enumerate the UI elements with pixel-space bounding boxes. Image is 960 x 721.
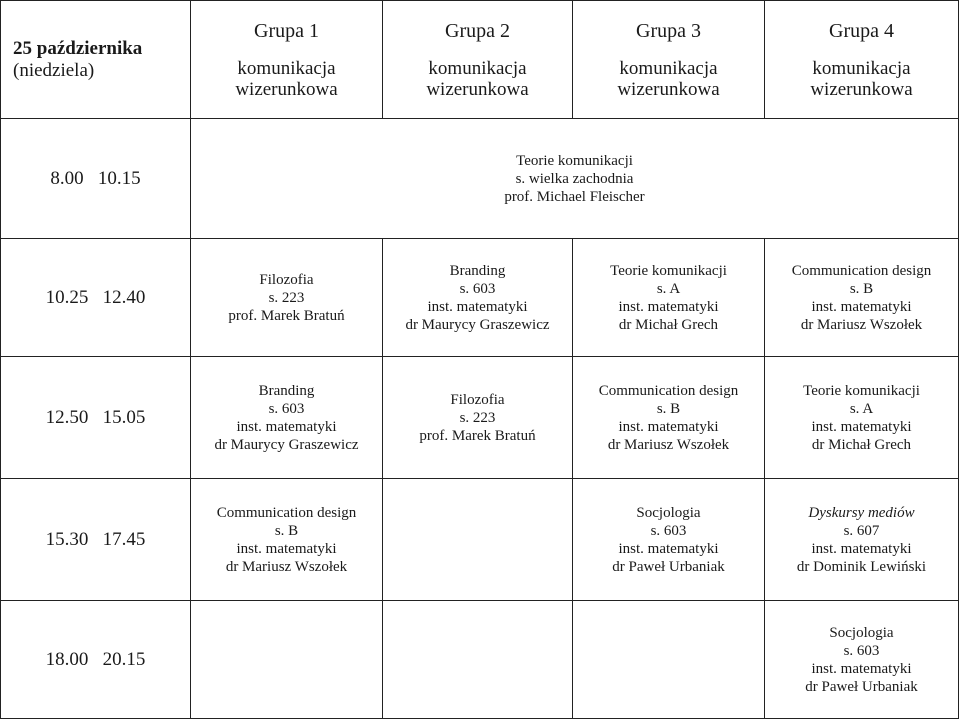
slot-row-1 — [1, 119, 959, 239]
teacher: dr Mariusz Wszołek — [607, 436, 730, 453]
header-row — [1, 1, 959, 119]
teacher: dr Michał Grech — [811, 436, 912, 453]
subject: Communication design — [598, 382, 739, 399]
subject: Socjologia — [636, 504, 701, 521]
slot-row-5 — [1, 601, 959, 719]
teacher: dr Maurycy Graszewicz — [405, 316, 550, 333]
group-name: Grupa 2 — [445, 19, 510, 42]
group-sub: wizerunkowa — [235, 78, 338, 100]
group-name: Grupa 3 — [636, 19, 701, 42]
group-name: Grupa 4 — [829, 19, 894, 42]
room: s. 223 — [459, 409, 496, 426]
subject: Teorie komunikacji — [803, 382, 920, 399]
weekday-label: (niedziela) — [13, 59, 95, 81]
institute: inst. matematyki — [618, 298, 719, 315]
time-cell: 12.50 15.05 — [1, 357, 191, 479]
time-cell: 10.25 12.40 — [1, 239, 191, 357]
date-label: 25 października — [13, 37, 143, 59]
slot-row-2 — [1, 239, 959, 357]
institute: inst. matematyki — [811, 298, 912, 315]
empty-cell — [191, 601, 383, 719]
teacher: dr Michał Grech — [618, 316, 719, 333]
subject: Branding — [258, 382, 315, 399]
group-sub: komunikacja — [619, 57, 718, 79]
slot-row-4 — [1, 479, 959, 601]
room: s. A — [849, 400, 874, 417]
class-cell — [573, 239, 765, 357]
slot-row-3 — [1, 357, 959, 479]
teacher: dr Paweł Urbaniak — [612, 558, 725, 575]
empty-cell — [383, 479, 573, 601]
class-cell — [765, 479, 959, 601]
subject: Socjologia — [829, 624, 894, 641]
empty-cell — [383, 601, 573, 719]
class-cell — [573, 479, 765, 601]
teacher: dr Mariusz Wszołek — [225, 558, 348, 575]
room: s. B — [849, 280, 874, 297]
room: s. 607 — [843, 522, 880, 539]
institute: inst. matematyki — [236, 418, 337, 435]
institute: inst. matematyki — [811, 660, 912, 677]
institute: inst. matematyki — [236, 540, 337, 557]
institute: inst. matematyki — [618, 418, 719, 435]
class-cell — [191, 479, 383, 601]
room: s. 603 — [459, 280, 496, 297]
teacher: prof. Marek Bratuń — [228, 307, 345, 324]
joint-lecture-cell — [191, 119, 959, 239]
room: s. 603 — [650, 522, 687, 539]
teacher: prof. Michael Fleischer — [504, 188, 645, 205]
room: s. 603 — [843, 642, 880, 659]
institute: inst. matematyki — [811, 418, 912, 435]
room: s. A — [656, 280, 681, 297]
group-header-2 — [383, 1, 573, 119]
room: s. B — [274, 522, 299, 539]
class-cell — [765, 239, 959, 357]
teacher: dr Paweł Urbaniak — [805, 678, 918, 695]
subject: Filozofia — [259, 271, 314, 288]
teacher: prof. Marek Bratuń — [419, 427, 536, 444]
class-cell — [383, 239, 573, 357]
institute: inst. matematyki — [427, 298, 528, 315]
time-cell: 18.00 20.15 — [1, 601, 191, 719]
group-header-4 — [765, 1, 959, 119]
group-sub: wizerunkowa — [426, 78, 529, 100]
subject: Communication design — [791, 262, 932, 279]
subject: Teorie komunikacji — [610, 262, 727, 279]
group-name: Grupa 1 — [254, 19, 319, 42]
teacher: dr Dominik Lewiński — [796, 558, 927, 575]
class-cell — [191, 239, 383, 357]
subject: Dyskursy mediów — [808, 504, 915, 521]
class-cell — [191, 357, 383, 479]
institute: inst. matematyki — [811, 540, 912, 557]
subject: Communication design — [216, 504, 357, 521]
time-cell: 15.30 17.45 — [1, 479, 191, 601]
room: s. B — [656, 400, 681, 417]
group-sub: komunikacja — [237, 57, 336, 79]
room: s. wielka zachodnia — [515, 170, 634, 187]
class-cell — [383, 357, 573, 479]
teacher: dr Mariusz Wszołek — [800, 316, 923, 333]
subject: Teorie komunikacji — [516, 152, 633, 169]
teacher: dr Maurycy Graszewicz — [214, 436, 359, 453]
class-cell — [765, 601, 959, 719]
group-sub: wizerunkowa — [617, 78, 720, 100]
class-cell — [573, 357, 765, 479]
group-sub: komunikacja — [812, 57, 911, 79]
group-header-3 — [573, 1, 765, 119]
time-cell: 8.00 10.15 — [1, 119, 191, 239]
room: s. 603 — [268, 400, 305, 417]
institute: inst. matematyki — [618, 540, 719, 557]
group-header-1 — [191, 1, 383, 119]
subject: Filozofia — [450, 391, 505, 408]
empty-cell — [573, 601, 765, 719]
class-cell — [765, 357, 959, 479]
group-sub: wizerunkowa — [810, 78, 913, 100]
room: s. 223 — [268, 289, 305, 306]
subject: Branding — [449, 262, 506, 279]
date-cell — [1, 1, 191, 119]
group-sub: komunikacja — [428, 57, 527, 79]
